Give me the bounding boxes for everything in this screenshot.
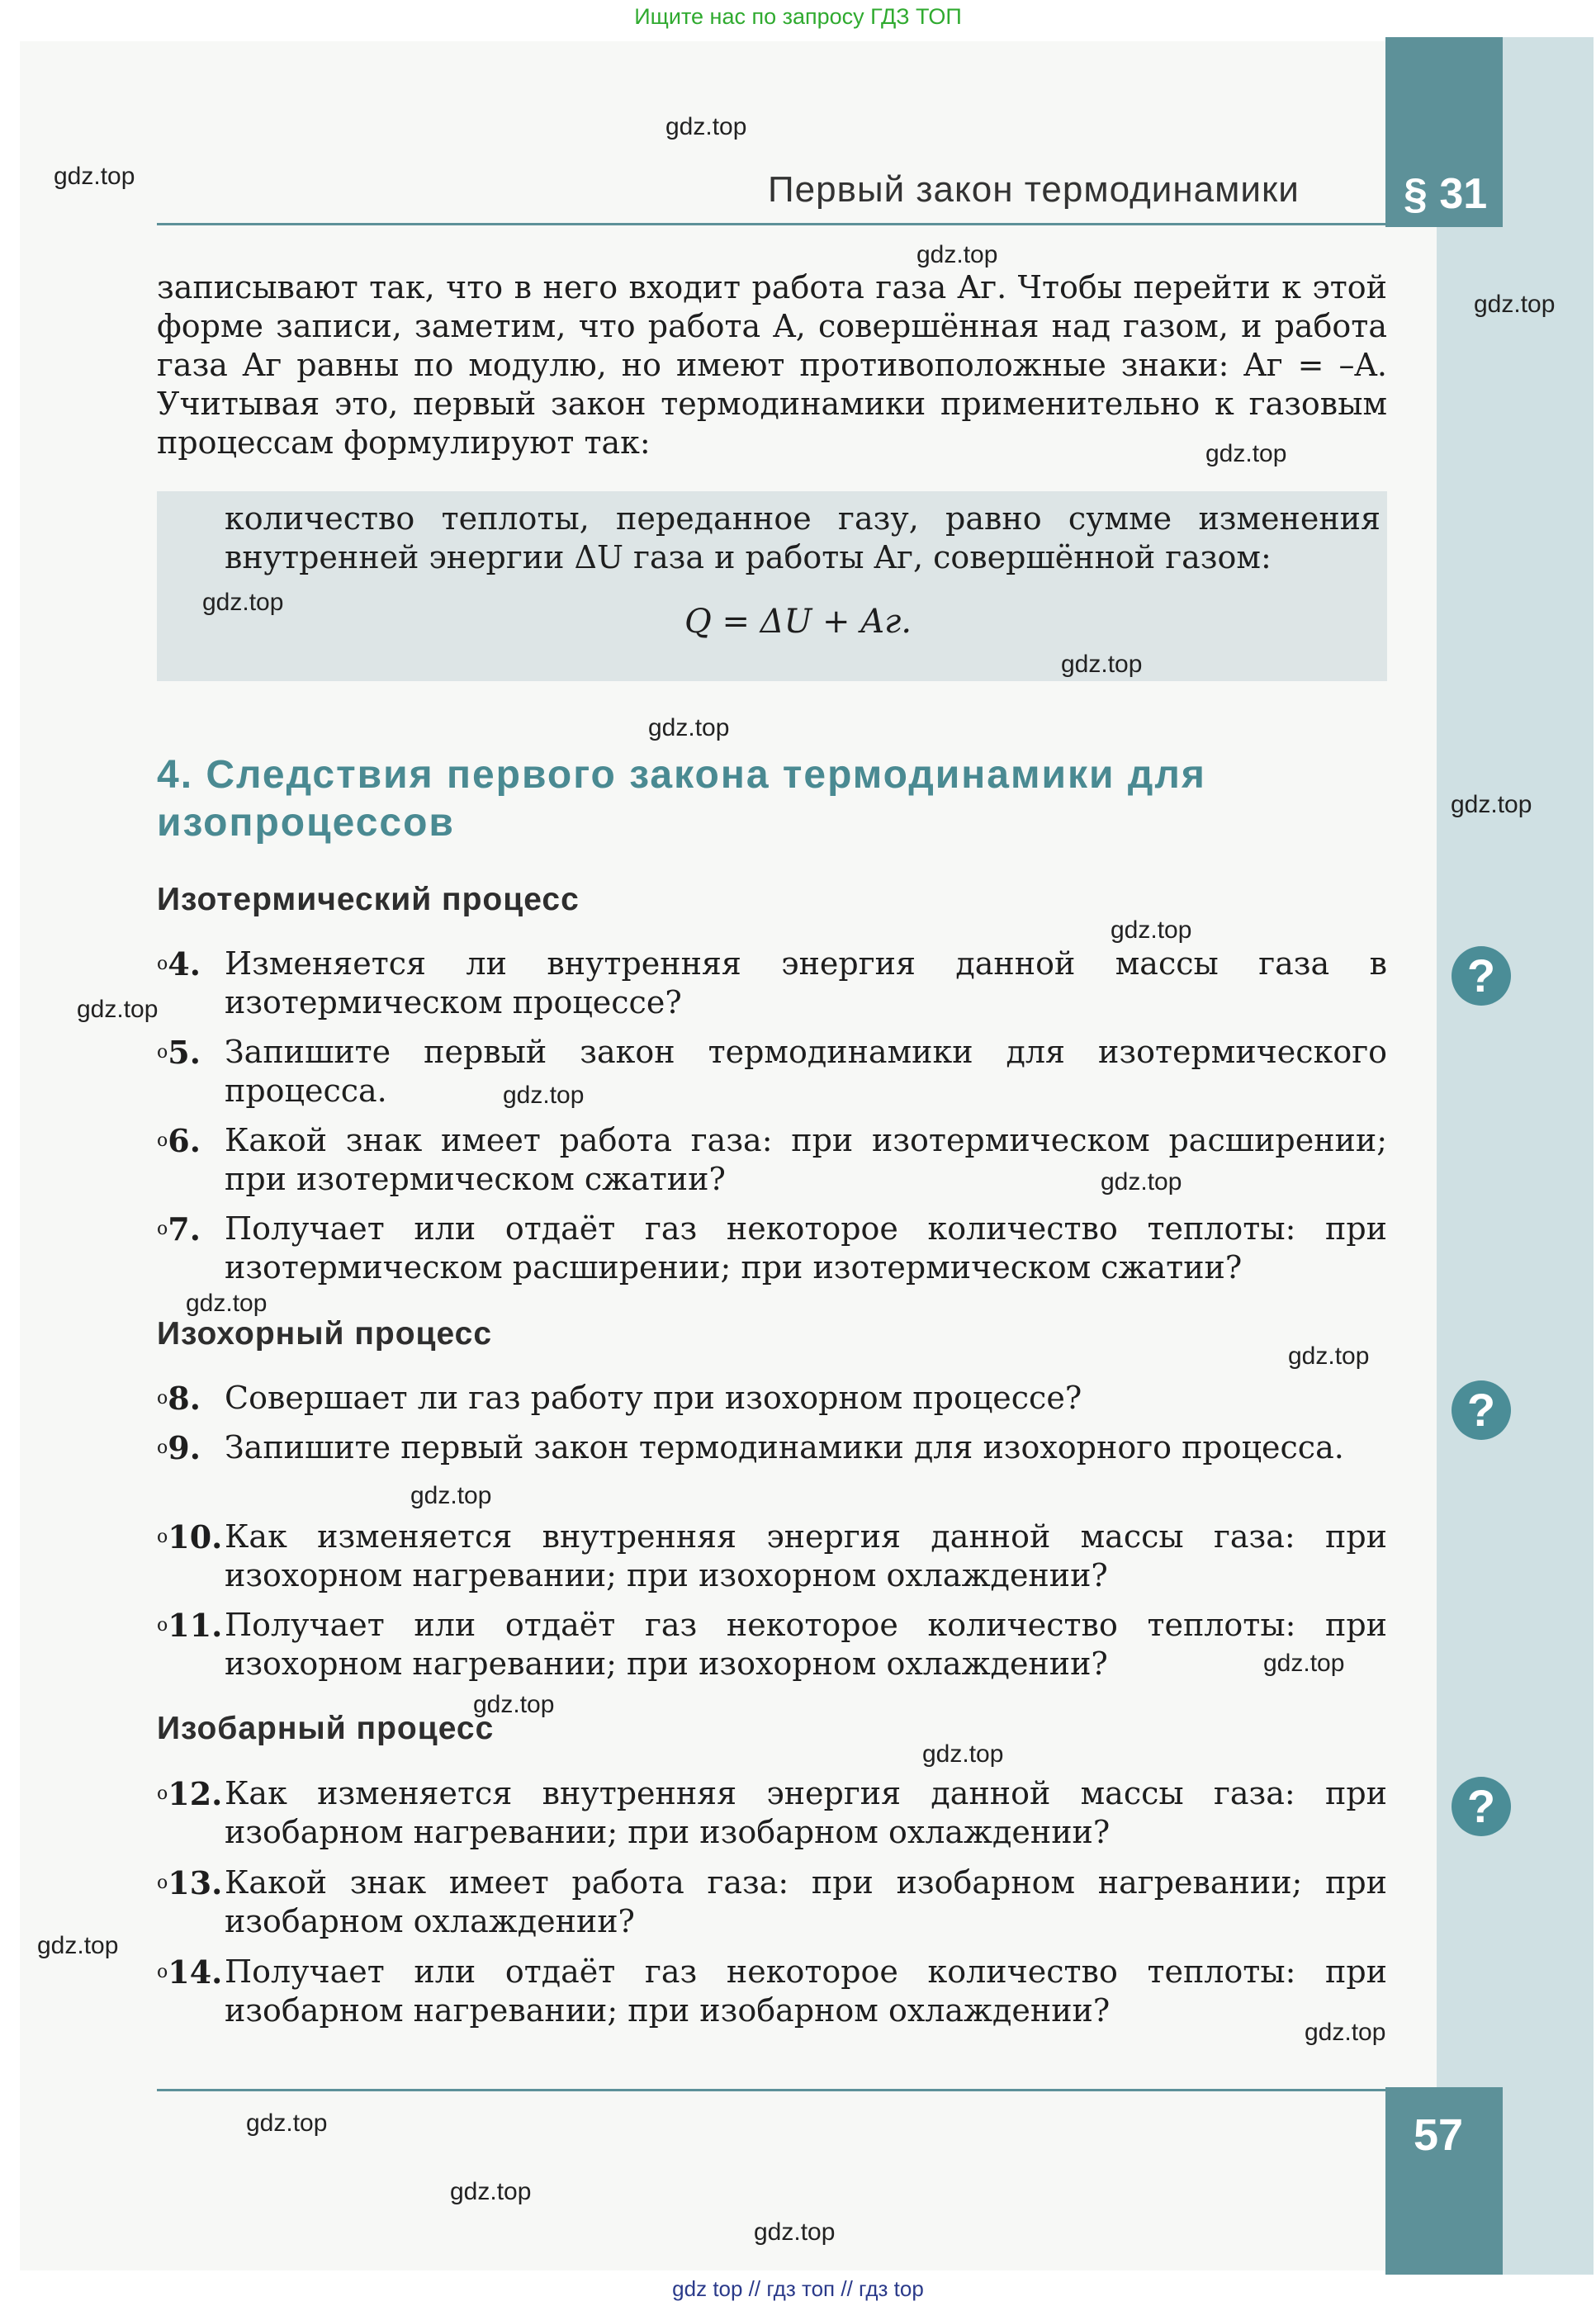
question-mark-icon: ? — [1452, 1380, 1511, 1440]
question-number: 13. — [168, 1864, 223, 1901]
question-14: $^o$14. Получает или отдаёт газ некоторое количество теплоты: при изобарном нагревании; при изобарном охлаждении? — [157, 1953, 1387, 2029]
watermark: gdz.top — [1061, 651, 1143, 678]
watermark: gdz.top — [410, 1482, 492, 1509]
watermark: gdz.top — [1101, 1168, 1182, 1196]
question-12: $^o$12. Как изменяется внутренняя энергия данной массы газа: при изобарном нагревании; при изобарном охлаждении? — [157, 1775, 1387, 1850]
watermark: gdz.top — [37, 1932, 119, 1959]
question-text: Изменяется ли внутренняя энергия данной массы газа в изотермическом процессе? — [225, 945, 1387, 1020]
watermark: gdz.top — [916, 241, 998, 268]
page-number: 57 — [1414, 2110, 1464, 2160]
watermark: gdz.top — [665, 113, 747, 140]
watermark: gdz.top — [186, 1290, 268, 1317]
question-4: $^o$4. Изменяется ли внутренняя энергия данной массы газа в изотермическом процессе? — [157, 945, 1387, 1020]
question-mark-icon: ? — [1452, 1777, 1511, 1836]
question-text: Получает или отдаёт газ некоторое количество теплоты: при изохорном нагревании; при изохорном охлаждении? — [225, 1607, 1387, 1682]
question-number: 11. — [168, 1607, 223, 1644]
law-statement: количество теплоты, переданное газу, равно сумме изменения внутренней энергии ΔU газа и работы Aг, совершённой газом: — [225, 500, 1381, 575]
watermark: gdz.top — [1288, 1342, 1370, 1370]
watermark: gdz.top — [473, 1691, 555, 1718]
first-law-formula: Q = ΔU + Aг. — [684, 603, 912, 641]
bottom-banner[interactable]: gdz top // гдз топ // гдз top — [672, 2276, 924, 2301]
watermark: gdz.top — [1474, 291, 1556, 318]
subhead-isothermal: Изотермический процесс — [157, 882, 580, 917]
question-text: Как изменяется внутренняя энергия данной массы газа: при изобарном нагревании; при изобарном охлаждении? — [225, 1775, 1387, 1850]
watermark: gdz.top — [1451, 791, 1532, 818]
question-text: Какой знак имеет работа газа: при изобарном нагревании; при изобарном охлаждении? — [225, 1864, 1387, 1939]
watermark: gdz.top — [1205, 440, 1287, 467]
question-text: Запишите первый закон термодинамики для изохорного процесса. — [225, 1429, 1344, 1466]
top-banner[interactable]: Ищите нас по запросу ГДЗ ТОП — [634, 4, 962, 29]
question-8: $^o$8. Совершает ли газ работу при изохорном процессе? — [157, 1379, 1387, 1418]
question-number: 10. — [168, 1518, 223, 1555]
watermark: gdz.top — [54, 163, 135, 190]
question-11: $^o$11. Получает или отдаёт газ некоторое количество теплоты: при изохорном нагревании; при изохорном охлаждении? — [157, 1607, 1387, 1682]
question-10: $^o$10. Как изменяется внутренняя энергия данной массы газа: при изохорном нагревании; при изохорном охлаждении? — [157, 1518, 1387, 1593]
question-mark-icon: ? — [1452, 946, 1511, 1006]
watermark: gdz.top — [1305, 2019, 1386, 2046]
question-number: 6. — [168, 1122, 201, 1159]
watermark: gdz.top — [1111, 916, 1192, 944]
watermark: gdz.top — [503, 1082, 585, 1109]
section-heading: 4. Следствия первого закона термодинамики для изопроцессов — [157, 753, 1206, 845]
question-number: 12. — [168, 1775, 223, 1812]
question-number: 7. — [168, 1210, 201, 1248]
subhead-isochoric: Изохорный процесс — [157, 1316, 493, 1352]
watermark: gdz.top — [202, 589, 284, 616]
question-7: $^o$7. Получает или отдаёт газ некоторое количество теплоты: при изотермическом расширении; при изотермическом сжатии? — [157, 1210, 1387, 1286]
question-text: Получает или отдаёт газ некоторое количество теплоты: при изотермическом расширении; при изотермическом сжатии? — [225, 1210, 1387, 1286]
watermark: gdz.top — [1263, 1650, 1345, 1677]
question-number: 4. — [168, 945, 201, 983]
section-number: § 31 — [1404, 170, 1488, 218]
question-number: 14. — [168, 1953, 223, 1991]
question-text: Запишите первый закон термодинамики для изотермического процесса. — [225, 1034, 1387, 1109]
footer-rule — [157, 2089, 1387, 2091]
watermark: gdz.top — [246, 2109, 328, 2137]
question-text: Получает или отдаёт газ некоторое количество теплоты: при изобарном нагревании; при изобарном охлаждении? — [225, 1953, 1387, 2029]
question-text: Совершает ли газ работу при изохорном процессе? — [225, 1380, 1082, 1416]
watermark: gdz.top — [754, 2218, 836, 2246]
question-text: Какой знак имеет работа газа: при изотермическом расширении; при изотермическом сжатии? — [225, 1122, 1387, 1197]
watermark: gdz.top — [77, 996, 159, 1023]
header-rule — [157, 223, 1387, 225]
question-number: 9. — [168, 1429, 201, 1466]
side-strip — [1437, 37, 1594, 2275]
watermark: gdz.top — [450, 2178, 532, 2205]
intro-paragraph: записывают так, что в него входит работа газа Aг. Чтобы перейти к этой форме записи, заметим, что работа A, совершённая над газом, и работа газа Aг равны по модулю, но имеют противоположные знаки: Aг = –A. Учитывая это, первый закон термодинамики применительно к газовым процессам формулируют так: — [157, 269, 1387, 461]
question-number: 5. — [168, 1034, 201, 1071]
question-5: $^o$5. Запишите первый закон термодинамики для изотермического процесса. — [157, 1034, 1387, 1109]
question-13: $^o$13. Какой знак имеет работа газа: при изобарном нагревании; при изобарном охлаждении? — [157, 1864, 1387, 1939]
question-text: Как изменяется внутренняя энергия данной массы газа: при изохорном нагревании; при изохорном охлаждении? — [225, 1518, 1387, 1593]
question-number: 8. — [168, 1380, 201, 1417]
watermark: gdz.top — [922, 1740, 1004, 1768]
watermark: gdz.top — [648, 714, 730, 741]
question-6: $^o$6. Какой знак имеет работа газа: при изотермическом расширении; при изотермическом сжатии? — [157, 1122, 1387, 1197]
question-9: $^o$9. Запишите первый закон термодинамики для изохорного процесса. — [157, 1428, 1387, 1467]
chapter-title: Первый закон термодинамики — [768, 169, 1300, 210]
subhead-isobaric: Изобарный процесс — [157, 1711, 495, 1746]
